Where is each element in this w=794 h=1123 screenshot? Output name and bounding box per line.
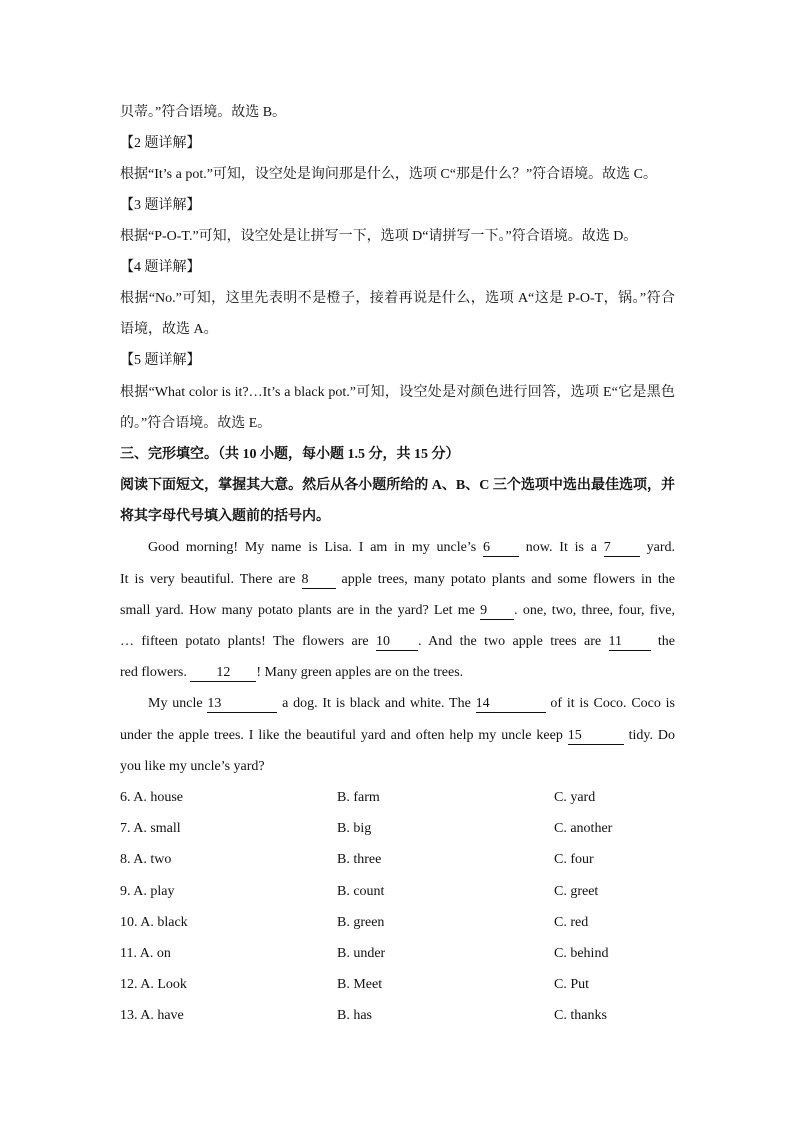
- option-a: 12. A. Look: [120, 977, 187, 992]
- option-a: 9. A. play: [120, 884, 175, 899]
- passage-line: My uncle 13 a dog. It is black and white. The 14 of it is Coco. Coco is: [148, 696, 675, 711]
- passage-line: It is very beautiful. There are 8 apple trees, many potato plants and some flowers in the: [120, 572, 675, 587]
- text-line: 根据“P-O-T.”可知，设空处是让拼写一下，选项 D“请拼写一下。”符合语境。故选 D。: [120, 229, 638, 244]
- passage-line: … fifteen potato plants! The flowers are 10 . And the two apple trees are 11 the: [120, 634, 675, 649]
- option-a: 7. A. small: [120, 821, 181, 836]
- text-line: 贝蒂。”符合语境。故选 B。: [120, 105, 287, 120]
- section-title: 三、完形填空。（共 10 小题，每小题 1.5 分，共 15 分）: [120, 447, 460, 462]
- option-c: C. another: [554, 821, 613, 836]
- blank-9: 9: [480, 603, 514, 620]
- passage-line: you like my uncle’s yard?: [120, 759, 265, 774]
- text-line: 根据“What color is it?…It’s a black pot.”可知，设空处是对颜色进行回答，选项 E“它是黑色: [120, 385, 675, 400]
- blank-14: 14: [476, 696, 546, 713]
- blank-13: 13: [207, 696, 277, 713]
- passage-line: small yard. How many potato plants are in the yard? Let me 9 . one, two, three, four, five,: [120, 603, 675, 618]
- option-b: B. has: [337, 1008, 372, 1023]
- answer-heading-5: 【5 题详解】: [120, 353, 201, 368]
- option-c: C. behind: [554, 946, 609, 961]
- answer-heading-2: 【2 题详解】: [120, 136, 201, 151]
- passage-line: under the apple trees. I like the beautiful yard and often help my uncle keep 15 tidy. Do: [120, 728, 675, 743]
- option-a: 8. A. two: [120, 852, 172, 867]
- option-a: 11. A. on: [120, 946, 171, 961]
- option-a: 10. A. black: [120, 915, 188, 930]
- blank-6: 6: [483, 540, 519, 557]
- option-a: 6. A. house: [120, 790, 183, 805]
- passage-line: Good morning! My name is Lisa. I am in my uncle’s 6 now. It is a 7 yard.: [148, 540, 675, 555]
- option-c: C. Put: [554, 977, 590, 992]
- blank-11: 11: [609, 634, 651, 651]
- option-a: 13. A. have: [120, 1008, 184, 1023]
- blank-12: 12: [190, 665, 256, 682]
- text-line: 语境，故选 A。: [120, 322, 218, 337]
- instruction-line: 将其字母代号填入题前的括号内。: [120, 509, 330, 524]
- blank-15: 15: [568, 728, 624, 745]
- option-c: C. thanks: [554, 1008, 607, 1023]
- option-b: B. Meet: [337, 977, 383, 992]
- option-b: B. big: [337, 821, 372, 836]
- answer-heading-4: 【4 题详解】: [120, 260, 201, 275]
- blank-10: 10: [376, 634, 418, 651]
- instruction-line: 阅读下面短文，掌握其大意。然后从各小题所给的 A、B、C 三个选项中选出最佳选项，并: [120, 478, 675, 493]
- option-b: B. count: [337, 884, 385, 899]
- passage-line: red flowers. 12 ! Many green apples are on the trees.: [120, 665, 464, 680]
- option-c: C. greet: [554, 884, 599, 899]
- answer-heading-3: 【3 题详解】: [120, 198, 201, 213]
- text-line: 根据“It’s a pot.”可知，设空处是询问那是什么，选项 C“那是什么？”符合语境。故选 C。: [120, 167, 658, 182]
- option-b: B. green: [337, 915, 385, 930]
- option-b: B. under: [337, 946, 386, 961]
- text-line: 的。”符合语境。故选 E。: [120, 416, 272, 431]
- text-line: 根据“No.”可知，这里先表明不是橙子，接着再说是什么，选项 A“这是 P-O-T，锅。”符合: [120, 291, 675, 306]
- option-b: B. farm: [337, 790, 380, 805]
- option-c: C. red: [554, 915, 589, 930]
- option-b: B. three: [337, 852, 382, 867]
- option-c: C. four: [554, 852, 594, 867]
- blank-7: 7: [604, 540, 640, 557]
- blank-8: 8: [302, 572, 336, 589]
- option-c: C. yard: [554, 790, 596, 805]
